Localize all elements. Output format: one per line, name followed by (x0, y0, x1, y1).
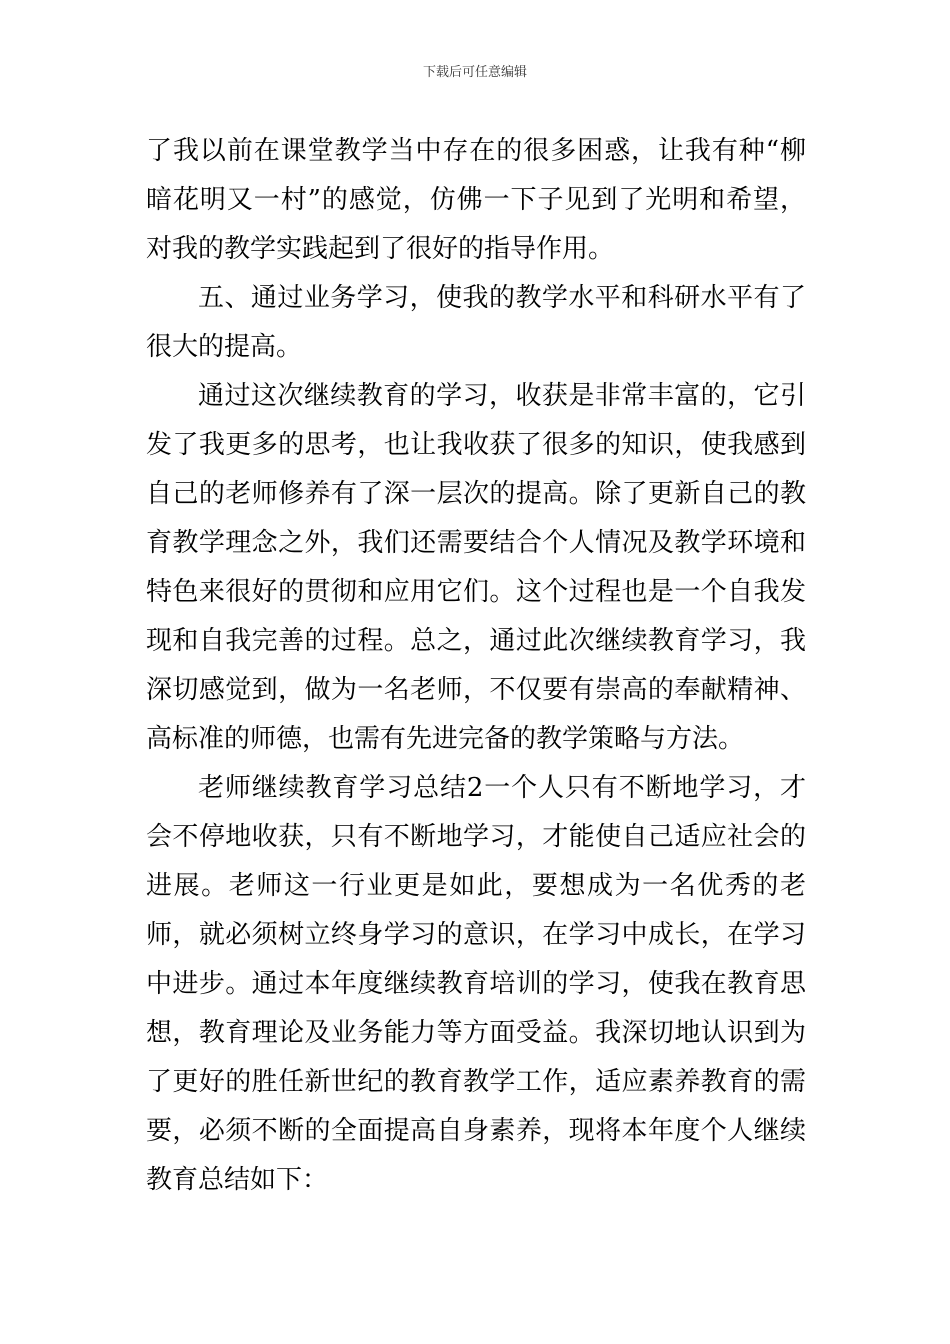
document-body (146, 127, 806, 1205)
paragraph-section-five: 五、通过业务学习，使我的教学水平和科研水平有了很大的提高。 (146, 283, 806, 362)
header-note: 下载后可任意编辑 (422, 65, 527, 80)
paragraph-reflection: 通过这次继续教育的学习，收获是非常丰富的，它引发了我更多的思考，也让我收获了很多的知识，使我感到自己的老师修养有了深一层次的提高。除了更新自己的教育教学理念之外，我们还需要结合个人情况及教学环境和特色来很好的贯彻和应用它们。这个过程也是一个自我发现和自我完善的过程。总之，通过此次继续教育学习，我深切感觉到，做为一名老师，不仅要有崇高的奉献精神、高标准的师德，也需有先进完备的教学策略与方法。 (146, 381, 806, 754)
paragraph-continuation: 了我以前在课堂教学当中存在的很多困惑，让我有种“柳暗花明又一村”的感觉，仿佛一下子见到了光明和希望，对我的教学实践起到了很好的指导作用。 (146, 136, 806, 264)
paragraph-summary-two: 老师继续教育学习总结2一个人只有不断地学习，才会不停地收获，只有不断地学习，才能使自己适应社会的进展。老师这一行业更是如此，要想成为一名优秀的老师，就必须树立终身学习的意识，在学习中成长，在学习中进步。通过本年度继续教育培训的学习，使我在教育思想，教育理论及业务能力等方面受益。我深切地认识到为了更好的胜任新世纪的教育教学工作，适应素养教育的需要，必须不断的全面提高自身素养，现将本年度个人继续教育总结如下： (146, 773, 806, 1195)
